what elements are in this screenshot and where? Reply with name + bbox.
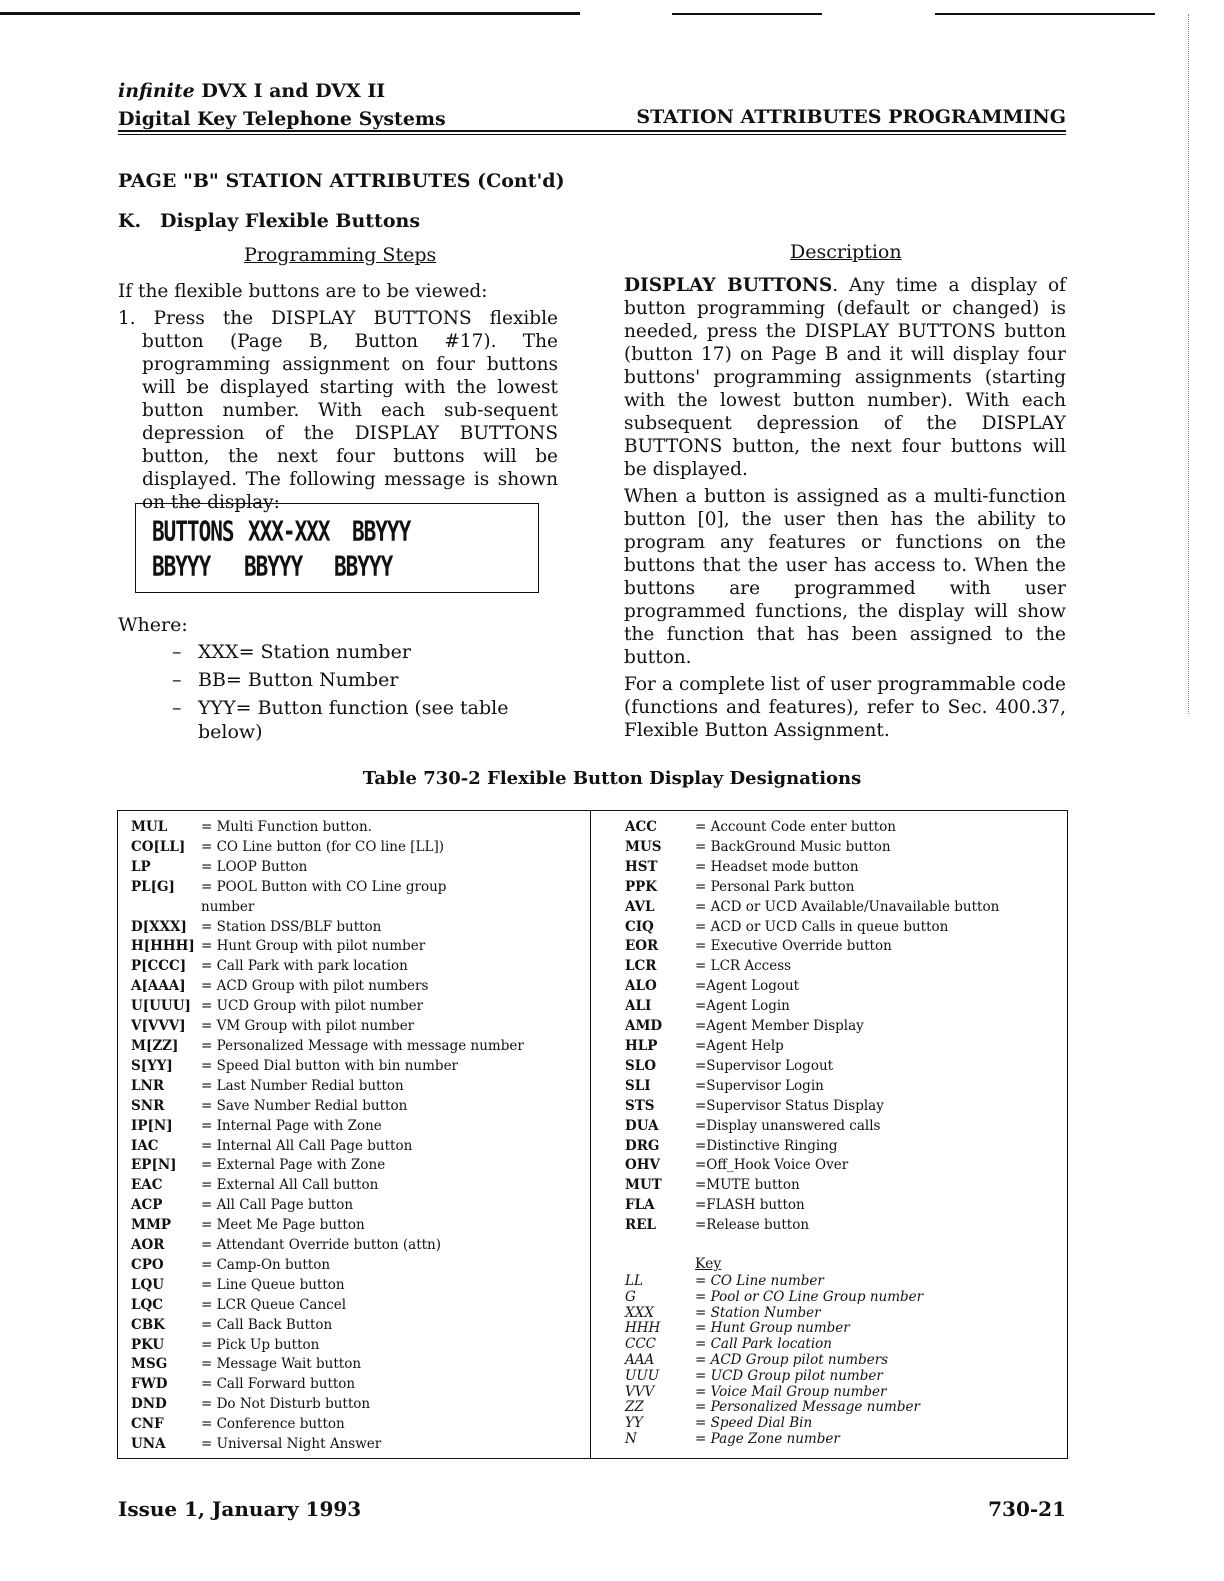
table-row xyxy=(131,1256,524,1276)
designation-description: = Pool or CO Line Group number xyxy=(695,1288,924,1305)
designation-code: M[ZZ] xyxy=(131,1037,179,1054)
designation-description: = Do Not Disturb button xyxy=(201,1396,371,1413)
designation-code: HST xyxy=(625,858,658,875)
table-row xyxy=(625,1306,923,1322)
designation-code: CPO xyxy=(131,1256,164,1273)
top-rule-right xyxy=(935,13,1155,15)
table-row xyxy=(625,1353,923,1369)
designation-description: =Agent Logout xyxy=(695,978,800,995)
section-title: Display Flexible Buttons xyxy=(160,210,421,232)
designation-code: MUS xyxy=(625,838,662,855)
where-item-text: YYY= Button function (see table below) xyxy=(198,697,509,743)
table-row xyxy=(625,1176,999,1196)
designation-description: number xyxy=(201,898,255,915)
designation-code: DUA xyxy=(625,1117,659,1134)
designation-code: V[VVV] xyxy=(131,1018,186,1035)
description xyxy=(624,274,1066,746)
designation-description: =Agent Member Display xyxy=(695,1018,864,1035)
designation-description: = Meet Me Page button xyxy=(201,1217,365,1234)
designation-description: = CO Line number xyxy=(695,1273,824,1289)
designation-description: = Hunt Group number xyxy=(695,1320,850,1337)
designation-description: = UCD Group pilot number xyxy=(695,1367,883,1384)
table-row xyxy=(625,957,999,977)
designation-description: = Call Back Button xyxy=(201,1316,333,1333)
designation-description: = Personalized Message with message number xyxy=(201,1037,524,1054)
designation-description: = External All Call button xyxy=(201,1177,379,1194)
lcd-line2-field1: BBYYY xyxy=(152,551,211,583)
table-row xyxy=(131,1156,524,1176)
designation-code: CNF xyxy=(131,1416,164,1433)
table-row xyxy=(131,858,524,878)
steps-intro: If the flexible buttons are to be viewed: xyxy=(118,281,488,302)
header-subtitle: Digital Key Telephone Systems xyxy=(118,108,446,130)
designation-description: = Speed Dial Bin xyxy=(695,1415,813,1432)
designation-code: H[HHH] xyxy=(131,938,195,955)
designation-description: = All Call Page button xyxy=(201,1197,354,1214)
table-row xyxy=(625,1097,999,1117)
designation-description: = CO Line button (for CO line [LL]) xyxy=(201,838,445,855)
designation-code: VVV xyxy=(625,1383,655,1400)
designation-code: LQU xyxy=(131,1276,165,1293)
designation-code: UNA xyxy=(131,1436,166,1453)
designation-description: = Station Number xyxy=(695,1304,821,1321)
where-label: Where: xyxy=(118,614,188,636)
designation-description: =Supervisor Logout xyxy=(695,1057,834,1074)
header-divider-thin xyxy=(118,134,1066,135)
description-p2: When a button is assigned as a multi-function button [0], the user then has the ability to program any features or functions on the buttons that the user has access to. When the buttons are programmed with user programmed functions, the display will show the function that has been assigned to the button. xyxy=(624,486,1066,668)
table-row xyxy=(625,1321,923,1337)
designation-code: ALO xyxy=(625,978,657,995)
designation-code: CBK xyxy=(131,1316,165,1333)
designation-code: LP xyxy=(131,858,151,875)
designation-code: HLP xyxy=(625,1037,658,1054)
designation-description: =Distinctive Ringing xyxy=(695,1137,838,1154)
designation-description: = Pick Up button xyxy=(201,1336,320,1353)
designation-description: = Attendant Override button (attn) xyxy=(201,1237,442,1254)
table-row xyxy=(625,1416,923,1432)
table-row xyxy=(625,858,999,878)
table-row xyxy=(131,957,524,977)
designation-code: IAC xyxy=(131,1137,159,1154)
designation-code: STS xyxy=(625,1097,655,1114)
designation-code: D[XXX] xyxy=(131,918,187,935)
scan-edge-line xyxy=(1188,14,1190,714)
table-row xyxy=(131,878,524,898)
designation-description: = Speed Dial button with bin number xyxy=(201,1057,459,1074)
designation-code: P[CCC] xyxy=(131,958,187,975)
designation-description: =Agent Login xyxy=(695,998,790,1015)
header-product: DVX I and DVX II xyxy=(201,80,386,102)
key-title: Key xyxy=(695,1256,722,1272)
table-row xyxy=(131,1077,524,1097)
designation-description: = Conference button xyxy=(201,1416,345,1433)
designation-code: S[YY] xyxy=(131,1057,173,1074)
designation-code: DND xyxy=(131,1396,167,1413)
designation-description: = Last Number Redial button xyxy=(201,1077,404,1094)
table-row xyxy=(625,918,999,938)
lcd-display xyxy=(135,503,539,593)
designation-description: = Internal All Call Page button xyxy=(201,1137,413,1154)
designation-description: = Voice Mail Group number xyxy=(695,1383,887,1400)
table-row xyxy=(625,1369,923,1385)
table-row xyxy=(131,818,524,838)
table-row xyxy=(625,898,999,918)
key-list xyxy=(625,1274,923,1448)
designation-description: = LCR Queue Cancel xyxy=(201,1296,347,1313)
page-title: PAGE "B" STATION ATTRIBUTES (Cont'd) xyxy=(118,170,565,192)
designation-code: G xyxy=(625,1288,636,1305)
designation-code: MMP xyxy=(131,1217,172,1234)
where-list xyxy=(172,640,552,748)
table-row xyxy=(625,1156,999,1176)
designation-code: OHV xyxy=(625,1157,660,1174)
designation-description: = UCD Group with pilot number xyxy=(201,998,424,1015)
table-row xyxy=(131,977,524,997)
table-row xyxy=(131,1216,524,1236)
table-row xyxy=(625,838,999,858)
description-p1-text: . Any time a display of button programming (default or changed) is needed, press the DISPLAY BUTTONS button (button 17) on Page B and it will display four buttons' programming assignments (starting with the lowest button number). With each subsequent depression of the DISPLAY BUTTONS button, the next four buttons will be displayed. xyxy=(624,275,1066,480)
designation-code: FLA xyxy=(625,1197,655,1214)
designation-code: ZZ xyxy=(625,1399,644,1416)
designation-code: AOR xyxy=(131,1237,165,1254)
designation-code: LCR xyxy=(625,958,657,975)
designation-description: = Personalized Message number xyxy=(695,1399,920,1416)
designation-code: XXX xyxy=(625,1304,654,1321)
designation-code: PPK xyxy=(625,878,658,895)
table-row xyxy=(131,1176,524,1196)
designation-code: SNR xyxy=(131,1097,165,1114)
lcd-line1-field2: XXX-XXX xyxy=(248,516,330,548)
designation-code: MSG xyxy=(131,1356,168,1373)
designation-code: ACP xyxy=(131,1197,163,1214)
designation-description: = Hunt Group with pilot number xyxy=(201,938,426,955)
designation-description: = Line Queue button xyxy=(201,1276,345,1293)
table-row xyxy=(625,1196,999,1216)
step-1: 1. Press the DISPLAY BUTTONS flexible button (Page B, Button #17). The programming assignment on four buttons will be displayed starting with the lowest button number. With each sub-sequent depression of the DISPLAY BUTTONS button, the next four buttons will be displayed. The following message is shown on the display: xyxy=(118,308,558,513)
table-row xyxy=(131,1276,524,1296)
table-column-divider xyxy=(590,810,591,1459)
table-row xyxy=(625,1057,999,1077)
designation-description: = Camp-On button xyxy=(201,1256,331,1273)
table-row xyxy=(131,1336,524,1356)
designation-code: AAA xyxy=(625,1351,655,1368)
designation-description: =Supervisor Login xyxy=(695,1077,824,1094)
designation-description: = ACD or UCD Calls in queue button xyxy=(695,918,949,935)
designation-description: = LOOP Button xyxy=(201,858,308,875)
designation-description: = Account Code enter button xyxy=(695,819,896,835)
table-row xyxy=(625,1077,999,1097)
table-row xyxy=(131,937,524,957)
table-row xyxy=(131,1415,524,1435)
designation-code: A[AAA] xyxy=(131,978,186,995)
table-row xyxy=(131,1196,524,1216)
designation-code: EOR xyxy=(625,938,659,955)
designation-code: CIQ xyxy=(625,918,654,935)
section-letter: K. xyxy=(118,210,142,232)
designation-description: = Internal Page with Zone xyxy=(201,1117,382,1134)
designation-code: HHH xyxy=(625,1320,661,1337)
header-brand-line xyxy=(118,80,385,102)
designation-description: = Call Park with park location xyxy=(201,958,408,975)
designation-description: = ACD Group with pilot numbers xyxy=(201,978,429,995)
header-section-title: STATION ATTRIBUTES PROGRAMMING xyxy=(636,106,1066,128)
where-item-text: XXX= Station number xyxy=(198,641,411,663)
designation-code: IP[N] xyxy=(131,1117,173,1134)
designation-description: = Universal Night Answer xyxy=(201,1436,382,1453)
table-row xyxy=(625,1274,923,1290)
top-rule-mid xyxy=(672,13,822,15)
designation-description: = POOL Button with CO Line group xyxy=(201,878,447,895)
designation-code: ALI xyxy=(625,998,652,1015)
table-row xyxy=(625,1337,923,1353)
table-row xyxy=(625,1037,999,1057)
table-right-column xyxy=(625,818,999,1236)
lcd-line1-field1: BUTTONS xyxy=(152,516,234,548)
table-row xyxy=(131,1435,524,1455)
lcd-line2-field3: BBYYY xyxy=(334,551,393,583)
table-row xyxy=(131,918,524,938)
designation-description: = Personal Park button xyxy=(695,878,855,895)
table-row xyxy=(625,818,999,838)
designation-description: =MUTE button xyxy=(695,1177,800,1194)
designation-description: =FLASH button xyxy=(695,1197,805,1214)
designation-description: =Supervisor Status Display xyxy=(695,1097,884,1114)
designation-description: = Station DSS/BLF button xyxy=(201,918,382,935)
designation-code: YY xyxy=(625,1415,643,1432)
lcd-line2-field2: BBYYY xyxy=(244,551,303,583)
designation-description: = LCR Access xyxy=(695,958,792,975)
table-row xyxy=(625,878,999,898)
designation-description: =Off_Hook Voice Over xyxy=(695,1157,849,1174)
designation-description: = Headset mode button xyxy=(695,858,859,875)
designation-code: SLO xyxy=(625,1057,657,1074)
designation-code: UUU xyxy=(625,1367,660,1384)
table-row xyxy=(625,997,999,1017)
table-left-column xyxy=(131,818,524,1455)
designation-code xyxy=(131,898,201,918)
table-row xyxy=(131,1316,524,1336)
top-rule-left xyxy=(0,12,580,15)
designation-code: MUL xyxy=(131,819,168,835)
table-row xyxy=(131,1137,524,1157)
designation-description: = VM Group with pilot number xyxy=(201,1018,415,1035)
where-item-text: BB= Button Number xyxy=(198,669,399,691)
description-p1 xyxy=(624,274,1066,481)
table-caption: Table 730-2 Flexible Button Display Designations xyxy=(362,768,862,789)
designation-description: =Agent Help xyxy=(695,1037,784,1054)
table-row xyxy=(131,1117,524,1137)
designation-code: REL xyxy=(625,1217,657,1234)
table-row xyxy=(131,997,524,1017)
table-row xyxy=(131,1017,524,1037)
designation-code: EAC xyxy=(131,1177,163,1194)
section-heading xyxy=(118,210,420,232)
table-row xyxy=(625,1385,923,1401)
designation-code: LNR xyxy=(131,1077,165,1094)
table-row xyxy=(131,1037,524,1057)
table-row xyxy=(131,1057,524,1077)
table-row xyxy=(131,1236,524,1256)
table-row xyxy=(131,1375,524,1395)
designation-description: = ACD or UCD Available/Unavailable button xyxy=(695,898,1000,915)
footer-issue: Issue 1, January 1993 xyxy=(118,1497,362,1521)
programming-steps-heading: Programming Steps xyxy=(244,244,437,266)
designation-description: = Executive Override button xyxy=(695,938,892,955)
table-row xyxy=(625,1216,999,1236)
designation-code: LL xyxy=(625,1273,643,1289)
header-brand: infinite xyxy=(118,80,195,102)
designation-code: N xyxy=(625,1430,637,1447)
designation-description: = Message Wait button xyxy=(201,1356,362,1373)
table-row xyxy=(625,1290,923,1306)
designation-code: FWD xyxy=(131,1376,168,1393)
designation-code: AMD xyxy=(625,1018,663,1035)
table-row xyxy=(131,838,524,858)
designation-code: CO[LL] xyxy=(131,838,186,855)
designation-code: DRG xyxy=(625,1137,660,1154)
table-row xyxy=(625,937,999,957)
designation-description: = ACD Group pilot numbers xyxy=(695,1351,889,1368)
footer-page-number: 730-21 xyxy=(988,1497,1066,1521)
designation-description: =Display unanswered calls xyxy=(695,1117,881,1134)
designation-description: =Release button xyxy=(695,1217,810,1234)
description-heading: Description xyxy=(790,241,902,263)
designation-code: U[UUU] xyxy=(131,998,191,1015)
description-p3: For a complete list of user programmable code (functions and features), refer to Sec. 400.37, Flexible Button Assignment. xyxy=(624,674,1066,741)
table-row xyxy=(625,1400,923,1416)
designation-description: = Multi Function button. xyxy=(201,819,372,835)
table-row xyxy=(625,977,999,997)
designation-code: EP[N] xyxy=(131,1157,177,1174)
table-row xyxy=(131,1395,524,1415)
designation-description: = Call Forward button xyxy=(201,1376,356,1393)
designation-code: LQC xyxy=(131,1296,163,1313)
table-row xyxy=(131,1296,524,1316)
where-item: – XXX= Station number xyxy=(172,641,411,663)
designation-code: MUT xyxy=(625,1177,662,1194)
table-row xyxy=(625,1432,923,1448)
description-lead: DISPLAY BUTTONS xyxy=(624,275,833,296)
table-row xyxy=(131,1355,524,1375)
lcd-line1-field3: BBYYY xyxy=(352,516,411,548)
designation-code: PKU xyxy=(131,1336,165,1353)
designation-description: = Page Zone number xyxy=(695,1430,840,1447)
table-row xyxy=(625,1117,999,1137)
designation-description: = External Page with Zone xyxy=(201,1157,386,1174)
designation-code: CCC xyxy=(625,1336,656,1353)
designation-code: AVL xyxy=(625,898,655,915)
table-row xyxy=(625,1017,999,1037)
designation-description: = Call Park location xyxy=(695,1336,832,1353)
header-divider xyxy=(118,130,1066,132)
designation-code: PL[G] xyxy=(131,878,175,895)
table-row xyxy=(625,1137,999,1157)
where-item: – BB= Button Number xyxy=(172,669,399,691)
programming-steps xyxy=(118,280,558,514)
table-row xyxy=(131,1097,524,1117)
designation-description: = BackGround Music button xyxy=(695,838,891,855)
designation-code: ACC xyxy=(625,819,657,835)
where-item: – YYY= Button function (see table below) xyxy=(172,697,509,743)
table-row xyxy=(131,898,524,918)
designation-description: = Save Number Redial button xyxy=(201,1097,408,1114)
designation-code: SLI xyxy=(625,1077,651,1094)
